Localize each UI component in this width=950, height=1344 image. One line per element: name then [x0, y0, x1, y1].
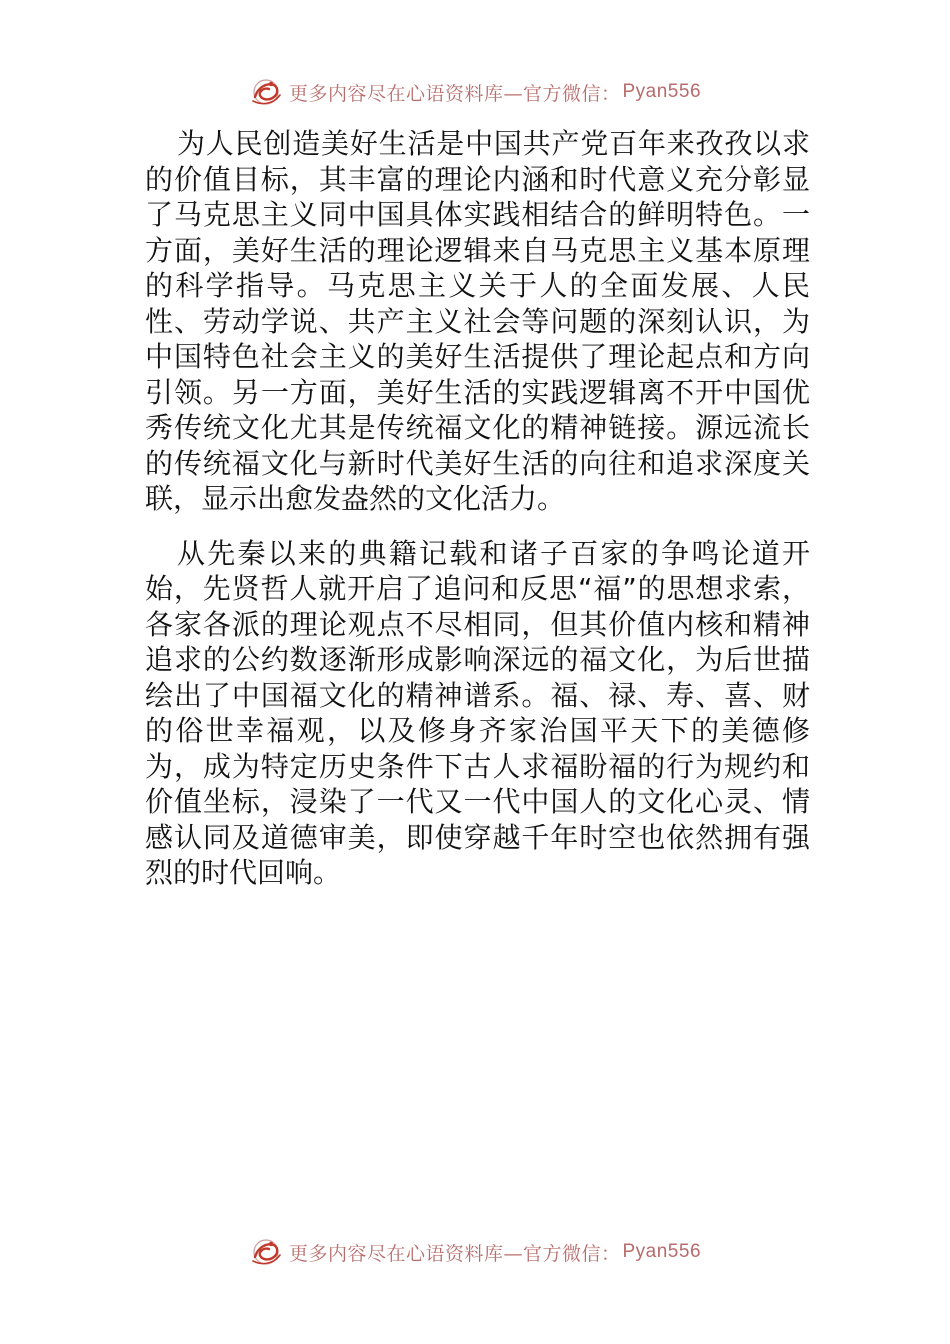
paragraph-1: 为人民创造美好生活是中国共产党百年来孜孜以求的价值目标，其丰富的理论内涵和时代意义充分彰显了马克思主义同中国具体实践相结合的鲜明特色。一方面，美好生活的理论逻辑来自马克思主义基本原理的科学指导。马克思主义关于人的全面发展、人民性、劳动学说、共产主义社会等问题的深刻认识，为中国特色社会主义的美好生活提供了理论起点和方向引领。另一方面，美好生活的实践逻辑离不开中国优秀传统文化尤其是传统福文化的精神链接。源远流长的传统福文化与新时代美好生活的向往和追求深度关联，显示出愈发盎然的文化活力。 — [145, 127, 810, 515]
header-watermark — [0, 72, 950, 112]
footer-watermark-text: 更多内容尽在心语资料库—官方微信： — [288, 1242, 621, 1265]
swirl-logo-icon — [249, 75, 283, 109]
header-watermark-text: 更多内容尽在心语资料库—官方微信： — [288, 82, 621, 105]
paragraph-2: 从先秦以来的典籍记载和诸子百家的争鸣论道开始，先贤哲人就开启了追问和反思“福”的思想求索，各家各派的理论观点不尽相同，但其价值内核和精神追求的公约数逐渐形成影响深远的福文化，为后世描绘出了中国福文化的精神谱系。福、禄、寿、喜、财的俗世幸福观，以及修身齐家治国平天下的美德修为，成为特定历史条件下古人求福盼福的行为规约和价值坐标，浸染了一代又一代中国人的文化心灵、情感认同及道德审美，即使穿越千年时空也依然拥有强烈的时代回响。 — [145, 536, 810, 889]
header-wechat-id: Pyan556 — [622, 81, 702, 102]
swirl-logo-icon — [249, 1235, 283, 1269]
footer-watermark — [0, 1232, 950, 1272]
footer-wechat-id: Pyan556 — [622, 1241, 702, 1262]
document-body — [145, 126, 810, 891]
